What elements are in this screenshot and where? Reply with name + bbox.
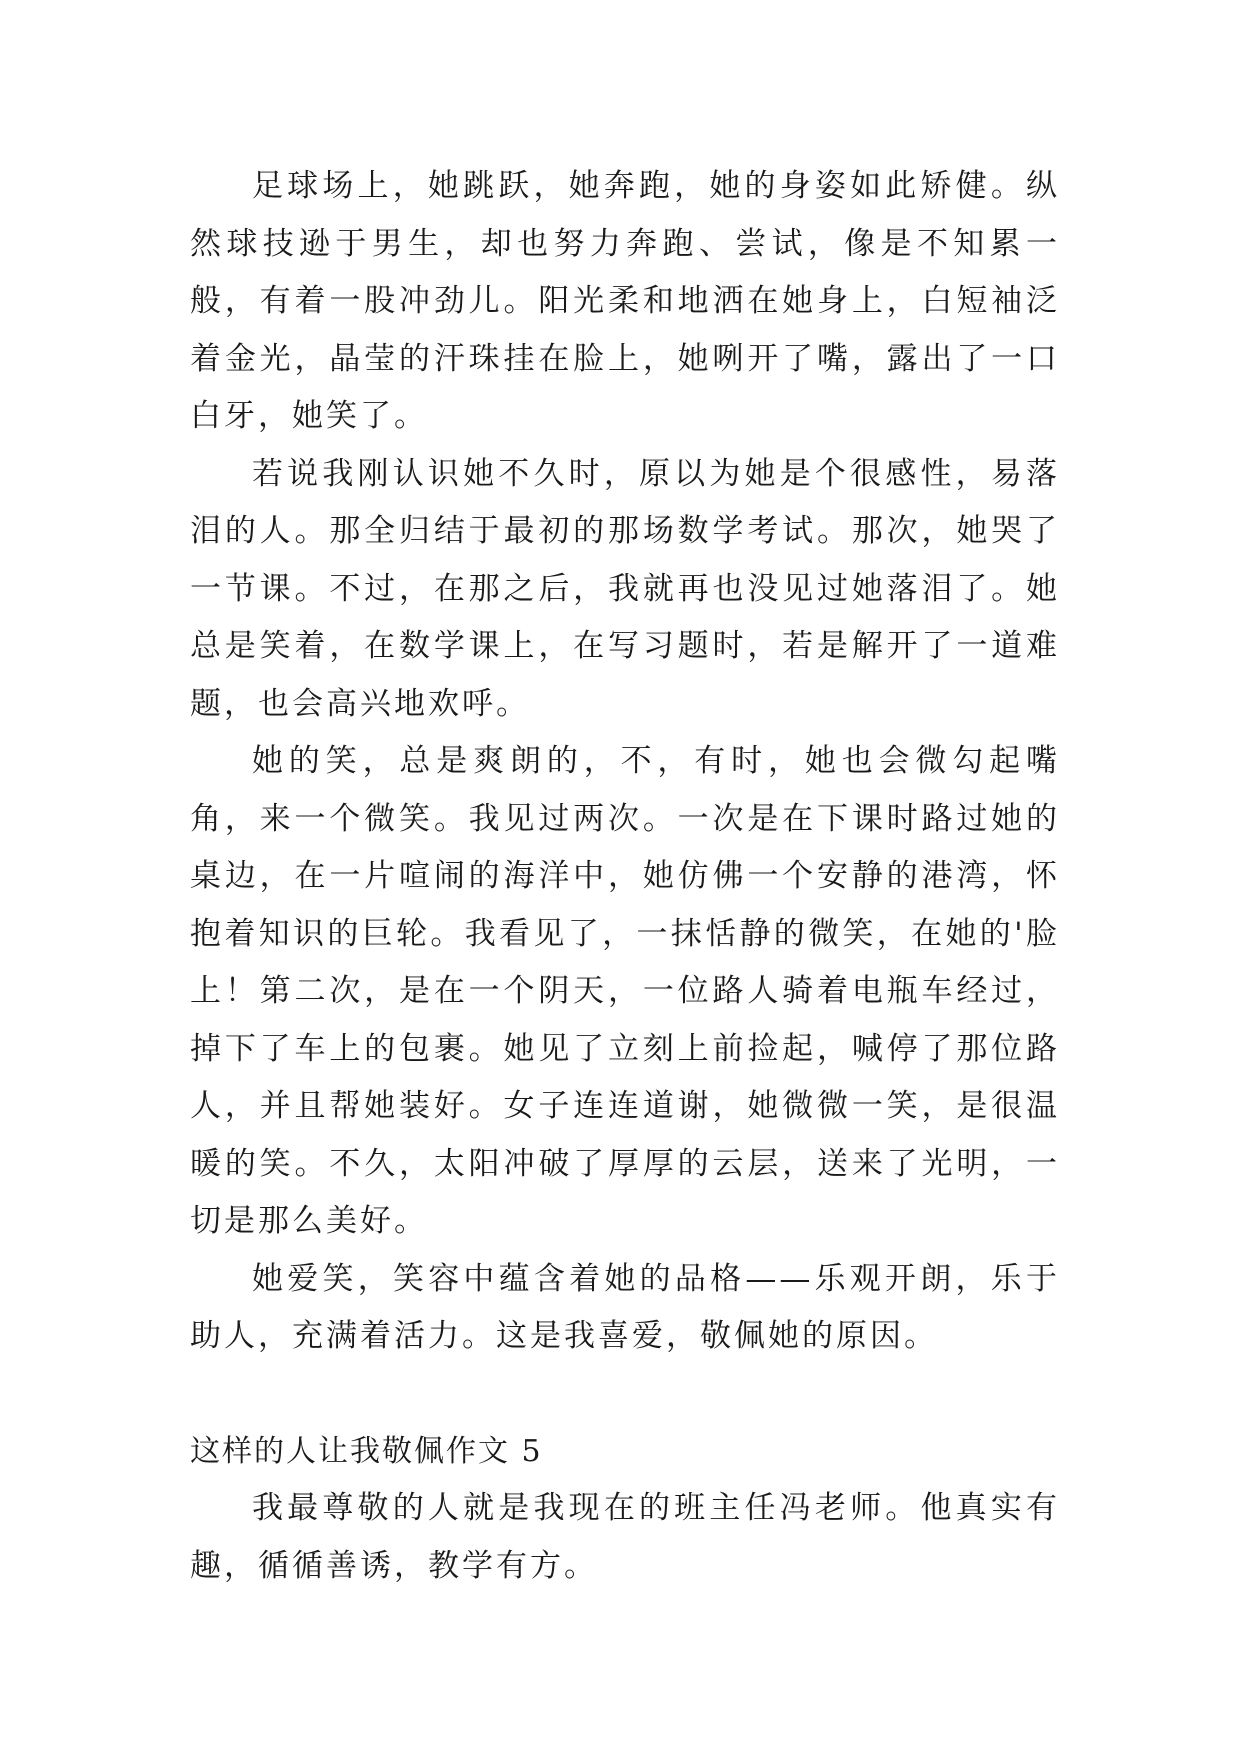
paragraph-her-smile: 她的笑，总是爽朗的，不，有时，她也会微勾起嘴角，来一个微笑。我见过两次。一次是在下课时路过她的桌边，在一片喧闹的海洋中，她仿佛一个安静的港湾，怀抱着知识的巨轮。我看见了，一抹恬静的微笑，在她的'脸上！第二次，是在一个阴天，一位路人骑着电瓶车经过，掉下了车上的包裹。她见了立刻上前捡起，喊停了那位路人，并且帮她装好。女子连连道谢，她微微一笑，是很温暖的笑。不久，太阳冲破了厚厚的云层，送来了光明，一切是那么美好。 (190, 743, 1060, 1239)
paragraph-teacher-intro: 我最尊敬的人就是我现在的班主任冯老师。他真实有趣，循循善诱，教学有方。 (190, 1490, 1060, 1584)
paragraph-conclusion: 她爱笑，笑容中蕴含着她的品格——乐观开朗，乐于助人，充满着活力。这是我喜爱，敬佩她的原因。 (190, 1260, 1060, 1354)
section-title: 这样的人让我敬佩作文 5 (190, 1433, 543, 1469)
paragraph-football: 足球场上，她跳跃，她奔跑，她的身姿如此矫健。纵然球技逊于男生，却也努力奔跑、尝试，像是不知累一般，有着一股冲劲儿。阳光柔和地洒在她身上，白短袖泛着金光，晶莹的汗珠挂在脸上，她咧开了嘴，露出了一口白牙，她笑了。 (190, 168, 1060, 434)
document-body (190, 158, 1060, 1595)
paragraph-first-impression: 若说我刚认识她不久时，原以为她是个很感性，易落泪的人。那全归结于最初的那场数学考试。那次，她哭了一节课。不过，在那之后，我就再也没见过她落泪了。她总是笑着，在数学课上，在写习题时，若是解开了一道难题，也会高兴地欢呼。 (190, 455, 1060, 722)
